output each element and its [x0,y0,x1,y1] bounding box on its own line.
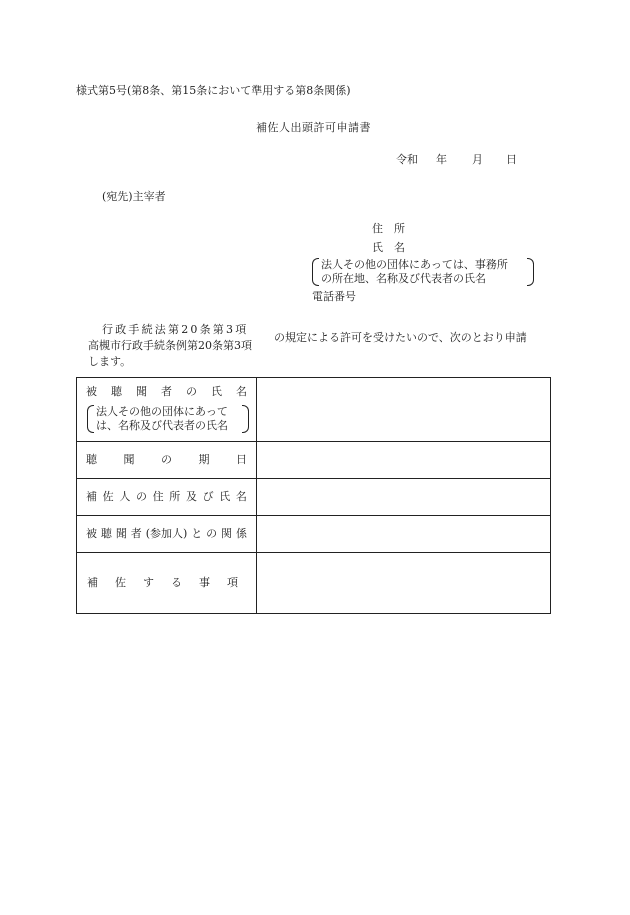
assistance-matters-label: 補 佐 す る 事 項 [77,553,257,614]
table-row [77,516,551,553]
phone-label: 電話番号 [312,290,356,303]
address-label: 住 所 [372,222,405,235]
right-bracket [242,405,249,433]
respondent-corporate-note: 法人その他の団体にあって は、名称及び代表者の氏名 [87,404,249,434]
statement-end: します。 [88,355,132,368]
hearing-date-field[interactable] [257,442,551,479]
assistant-address-name-label: 補 佐 人 の 住 所 及 び 氏 名 [77,479,257,516]
form-number: 様式第5号(第8条、第15条において準用する第8条関係) [76,84,351,97]
date-day: 日 [506,153,517,166]
date-line [396,153,517,167]
assistant-address-name-field[interactable] [257,479,551,516]
left-bracket [87,405,94,433]
relationship-label: 被 聴 聞 者 (参加人) と の 関 係 [77,516,257,553]
assistance-matters-field[interactable] [257,553,551,614]
addressee: (宛先)主宰者 [102,190,166,203]
name-label: 氏 名 [372,241,405,254]
respondent-name-field[interactable] [257,378,551,442]
document-title: 補佐人出頭許可申請書 [256,121,371,134]
applicant-corporate-note [312,257,534,287]
table-row [77,553,551,614]
applicant-note-line2: の所在地、名称及び代表者の氏名 [321,272,486,285]
date-month: 月 [472,153,483,166]
statement-law-line2: 高槻市行政手続条例第20条第3項 [88,339,252,352]
table-row [77,479,551,516]
table-row [77,378,551,442]
right-bracket [527,258,534,286]
applicant-note-line1: 法人その他の団体にあっては、事務所 [321,258,508,271]
date-era: 令和 [396,153,418,166]
table-row [77,442,551,479]
statement-text: の規定による許可を受けたいので、次のとおり申請 [274,331,527,344]
left-bracket [312,258,319,286]
date-year: 年 [436,153,447,166]
application-table [76,377,551,614]
respondent-name-label: 被 聴 聞 者 の 氏 名 法人その他の団体にあって は、名称及び代表者の氏名 [77,378,257,442]
statement-law-line1: 行政手続法第20条第3項 [102,323,249,336]
hearing-date-label: 聴 聞 の 期 日 [77,442,257,479]
relationship-field[interactable] [257,516,551,553]
